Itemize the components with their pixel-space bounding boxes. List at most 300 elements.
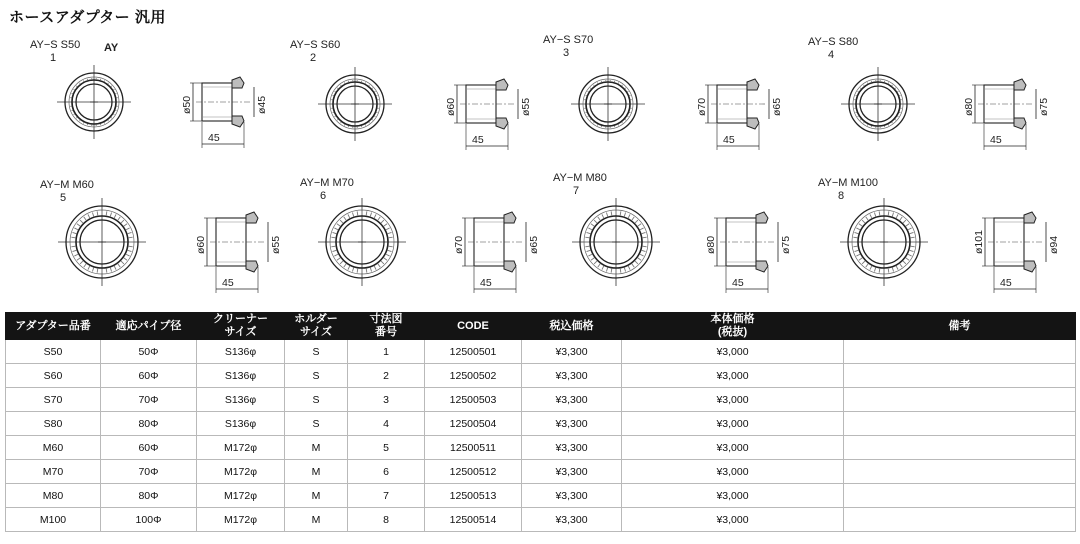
table-cell: 12500512 [425, 460, 522, 484]
rib [870, 214, 872, 218]
flange-bottom [246, 261, 258, 272]
rib [640, 254, 644, 256]
model-label: AY−S S60 [290, 39, 341, 51]
table-cell: S136φ [197, 388, 285, 412]
flange-bottom [747, 118, 759, 129]
rib [870, 266, 872, 270]
table-cell: ¥3,000 [622, 484, 844, 508]
rib [862, 261, 865, 264]
model-label: AY−M M60 [40, 179, 94, 191]
flange-top [747, 79, 759, 90]
rib [344, 264, 346, 267]
rib [606, 268, 607, 272]
table-cell: 8 [348, 508, 425, 532]
rib [88, 266, 90, 270]
rib [892, 268, 893, 272]
table-cell: ¥3,000 [622, 436, 844, 460]
column-header: 備考 [844, 313, 1076, 340]
spec-table [5, 312, 1076, 532]
rib [74, 254, 78, 256]
table-row [6, 412, 1076, 436]
flange-bottom [496, 118, 508, 129]
rib [594, 261, 597, 264]
rib [366, 269, 367, 273]
side-view [181, 77, 268, 148]
rib [375, 91, 376, 92]
table-cell: 12500514 [425, 508, 522, 532]
rib [73, 250, 77, 251]
rib [855, 232, 859, 233]
rib [74, 114, 75, 115]
table-cell: ¥3,000 [622, 340, 844, 364]
rib [590, 88, 591, 89]
table-cell: 1 [348, 340, 425, 364]
table-cell: ¥3,300 [522, 388, 622, 412]
table-cell: 70Φ [101, 388, 197, 412]
inner-diameter-label: ø75 [1038, 97, 1050, 116]
rib [372, 119, 373, 120]
rib [632, 217, 634, 220]
rib [602, 214, 604, 218]
rib [106, 269, 107, 273]
rib [590, 119, 591, 120]
rib [80, 220, 83, 223]
rib [357, 211, 358, 215]
table-cell: M172φ [197, 508, 285, 532]
rib [121, 220, 124, 223]
rib [643, 237, 647, 238]
inner-diameter-label: ø75 [780, 235, 792, 254]
model-label: AY−S S80 [808, 36, 859, 48]
adapter-drawing [290, 39, 532, 150]
table-row [6, 436, 1076, 460]
rib [591, 258, 594, 260]
column-header: アダプター品番 [6, 313, 101, 340]
rib [369, 122, 370, 123]
flange-top [246, 212, 258, 223]
flange-top [756, 212, 768, 223]
rib [640, 228, 644, 230]
table-cell: 6 [348, 460, 425, 484]
length-label: 45 [1000, 277, 1012, 289]
column-header: 適応パイプ径 [101, 313, 197, 340]
rib [118, 217, 120, 220]
rib [643, 246, 647, 247]
outer-diameter-label: ø80 [963, 97, 975, 116]
rib [378, 264, 380, 267]
table-cell: ¥3,000 [622, 460, 844, 484]
outer-diameter-label: ø70 [696, 97, 708, 116]
adapter-drawing [553, 172, 792, 293]
rib [635, 261, 638, 264]
rib [588, 228, 592, 230]
flange-top [504, 212, 516, 223]
rib [77, 258, 80, 260]
table-cell [844, 412, 1076, 436]
adapter-drawing [40, 179, 282, 293]
rib [588, 254, 592, 256]
rib [906, 258, 909, 260]
rib [585, 246, 589, 247]
rib [384, 258, 387, 260]
table-cell: ¥3,000 [622, 364, 844, 388]
table-cell: S [285, 364, 348, 388]
drawing-number: 2 [310, 52, 317, 64]
rib [864, 85, 865, 86]
flange-bottom [1024, 261, 1036, 272]
side-view [705, 212, 792, 293]
rib [74, 228, 78, 230]
rib [896, 214, 898, 218]
flange-top [1014, 79, 1026, 90]
table-cell: ¥3,300 [522, 364, 622, 388]
rib [620, 211, 621, 215]
rib [114, 266, 116, 270]
front-view [841, 67, 915, 141]
rib [635, 220, 638, 223]
outer-diameter-label: ø101 [973, 230, 985, 254]
rib [898, 91, 899, 92]
rib [879, 269, 880, 273]
rib [895, 119, 896, 120]
rib [594, 220, 597, 223]
table-cell: 100Φ [101, 508, 197, 532]
rib [856, 254, 860, 256]
rib [864, 122, 865, 123]
rib [898, 116, 899, 117]
inner-diameter-label: ø65 [528, 235, 540, 254]
rib [366, 211, 367, 215]
rib [853, 246, 857, 247]
drawing-number: 4 [828, 49, 835, 61]
rib [74, 89, 75, 90]
flange-top [1024, 212, 1036, 223]
table-cell: 4 [348, 412, 425, 436]
rib [908, 254, 912, 256]
rib [73, 232, 77, 233]
rib [381, 220, 384, 223]
table-cell: 80Φ [101, 412, 197, 436]
front-view [318, 198, 406, 286]
drawing-number: 6 [320, 190, 327, 202]
model-label: AY−S S50 [30, 39, 81, 51]
rib [76, 86, 77, 87]
table-cell: 7 [348, 484, 425, 508]
rib [906, 224, 909, 226]
outer-diameter-label: ø60 [195, 235, 207, 254]
rib [874, 213, 875, 217]
adapter-drawing [808, 36, 1050, 150]
rib [638, 224, 641, 226]
model-label: AY−M M80 [553, 172, 607, 184]
table-cell: S50 [6, 340, 101, 364]
rib [111, 117, 112, 118]
rib [602, 266, 604, 270]
table-cell: M100 [6, 508, 101, 532]
rib [855, 250, 859, 251]
rib [903, 220, 906, 223]
table-cell: S [285, 412, 348, 436]
rib [352, 268, 353, 272]
column-header: CODE [425, 313, 522, 340]
rib [911, 246, 915, 247]
rib [334, 228, 338, 230]
rib [374, 214, 376, 218]
table-cell [844, 460, 1076, 484]
flange-bottom [232, 116, 244, 127]
rib [111, 86, 112, 87]
table-cell: 12500503 [425, 388, 522, 412]
table-row [6, 460, 1076, 484]
adapter-drawing [543, 34, 783, 150]
table-cell: M [285, 460, 348, 484]
outer-diameter-label: ø50 [181, 95, 193, 114]
rib [625, 119, 626, 120]
adapter-drawing [30, 39, 268, 148]
rib [114, 114, 115, 115]
table-cell: ¥3,300 [522, 436, 622, 460]
model-label: AY−M M70 [300, 177, 354, 189]
table-cell: ¥3,300 [522, 460, 622, 484]
rib [624, 268, 625, 272]
side-view [973, 212, 1060, 293]
table-cell: 60Φ [101, 436, 197, 460]
table-cell: S136φ [197, 340, 285, 364]
inner-diameter-label: ø55 [520, 97, 532, 116]
rib [892, 213, 893, 217]
rib [860, 119, 861, 120]
table-cell: S70 [6, 388, 101, 412]
side-view [445, 79, 532, 150]
rib [331, 237, 335, 238]
table-cell: 5 [348, 436, 425, 460]
column-header: クリーナー サイズ [197, 313, 285, 340]
rib [381, 261, 384, 264]
table-cell: 80Φ [101, 484, 197, 508]
rib [97, 211, 98, 215]
rib [110, 213, 111, 217]
rib [585, 237, 589, 238]
rib [369, 85, 370, 86]
front-view [840, 198, 928, 286]
rib [337, 224, 340, 226]
front-view [57, 65, 131, 139]
drawing-number: 5 [60, 192, 67, 204]
rib [374, 266, 376, 270]
rib [84, 264, 86, 267]
rib [853, 237, 857, 238]
table-cell [844, 388, 1076, 412]
table-cell [844, 508, 1076, 532]
table-cell: 70Φ [101, 460, 197, 484]
rib [84, 217, 86, 220]
table-cell: 2 [348, 364, 425, 388]
table-cell: M172φ [197, 484, 285, 508]
rib [352, 213, 353, 217]
rib [124, 258, 127, 260]
rib [588, 116, 589, 117]
outer-diameter-label: ø80 [705, 235, 717, 254]
rib [340, 261, 343, 264]
rib [642, 232, 646, 233]
rib [128, 232, 132, 233]
model-label: AY−M M100 [818, 177, 879, 189]
rib [77, 224, 80, 226]
rib [860, 88, 861, 89]
length-label: 45 [723, 134, 735, 146]
rib [334, 254, 338, 256]
rib [121, 261, 124, 264]
table-cell [844, 436, 1076, 460]
rib [129, 237, 133, 238]
rib [76, 117, 77, 118]
adapter-drawing [818, 177, 1060, 293]
rib [606, 213, 607, 217]
column-header: 税込価格 [522, 313, 622, 340]
table-cell: M [285, 508, 348, 532]
rib [80, 261, 83, 264]
rib [895, 88, 896, 89]
rib [638, 258, 641, 260]
rib [386, 228, 390, 230]
table-cell: S136φ [197, 364, 285, 388]
table-row [6, 388, 1076, 412]
rib [594, 85, 595, 86]
column-header: 本体価格 (税抜) [622, 313, 844, 340]
drawing-number: 1 [50, 52, 57, 64]
rib [858, 91, 859, 92]
rib [628, 116, 629, 117]
inner-diameter-label: ø45 [256, 95, 268, 114]
table-header-row [6, 313, 1076, 340]
rib [859, 224, 862, 226]
rib [389, 246, 393, 247]
drawing-number: 8 [838, 190, 845, 202]
rib [92, 213, 93, 217]
front-view [318, 67, 392, 141]
rib [114, 214, 116, 218]
rib [620, 269, 621, 273]
inner-diameter-label: ø65 [771, 97, 783, 116]
rib [92, 268, 93, 272]
table-cell [844, 484, 1076, 508]
rib [357, 269, 358, 273]
rib [624, 213, 625, 217]
rib [386, 254, 390, 256]
length-label: 45 [472, 134, 484, 146]
table-cell: ¥3,000 [622, 388, 844, 412]
side-view [195, 212, 282, 293]
table-cell: S [285, 388, 348, 412]
rib [892, 122, 893, 123]
rib [337, 258, 340, 260]
side-view [696, 79, 783, 150]
rib [598, 264, 600, 267]
table-cell: ¥3,300 [522, 412, 622, 436]
front-view [58, 198, 146, 286]
rib [903, 261, 906, 264]
rib [900, 264, 902, 267]
table-body [6, 340, 1076, 532]
table-cell: ¥3,000 [622, 508, 844, 532]
rib [126, 228, 130, 230]
table-cell: S60 [6, 364, 101, 388]
adapter-drawing [300, 177, 540, 293]
length-label: 45 [208, 132, 220, 144]
table-cell: M172φ [197, 460, 285, 484]
table-cell: S80 [6, 412, 101, 436]
rib [337, 88, 338, 89]
rib [335, 116, 336, 117]
rib [384, 224, 387, 226]
rib [97, 269, 98, 273]
rib [588, 91, 589, 92]
length-label: 45 [990, 134, 1002, 146]
rib [628, 91, 629, 92]
rib [587, 232, 591, 233]
table-row [6, 484, 1076, 508]
rib [625, 88, 626, 89]
drawing-number: 3 [563, 47, 570, 59]
rib [126, 254, 130, 256]
table-cell: ¥3,000 [622, 412, 844, 436]
rib [80, 120, 81, 121]
rib [370, 268, 371, 272]
rib [370, 213, 371, 217]
rib [888, 269, 889, 273]
outer-diameter-label: ø70 [453, 235, 465, 254]
rib [900, 217, 902, 220]
rib [108, 83, 109, 84]
rib [866, 217, 868, 220]
front-view [572, 198, 660, 286]
rib [598, 217, 600, 220]
table-cell: M70 [6, 460, 101, 484]
rib [874, 268, 875, 272]
rib [859, 258, 862, 260]
table-cell: ¥3,300 [522, 340, 622, 364]
rib [628, 214, 630, 218]
front-view [571, 67, 645, 141]
rib [388, 250, 392, 251]
table-cell: M80 [6, 484, 101, 508]
flange-bottom [756, 261, 768, 272]
page-title: ホースアダプター 汎用 [9, 9, 166, 26]
table-cell: S136φ [197, 412, 285, 436]
rib [896, 266, 898, 270]
side-view [963, 79, 1050, 150]
rib [622, 85, 623, 86]
rib [372, 88, 373, 89]
table-cell: M60 [6, 436, 101, 460]
rib [866, 264, 868, 267]
rib [348, 266, 350, 270]
table-row [6, 508, 1076, 532]
rib [911, 237, 915, 238]
rib [910, 250, 914, 251]
rib [80, 83, 81, 84]
rib [341, 85, 342, 86]
column-header: ホルダー サイズ [285, 313, 348, 340]
rib [114, 89, 115, 90]
table-cell: 12500504 [425, 412, 522, 436]
rib [858, 116, 859, 117]
rib [879, 211, 880, 215]
flange-top [232, 77, 244, 88]
rib [341, 122, 342, 123]
rib [375, 116, 376, 117]
table-cell: 12500513 [425, 484, 522, 508]
